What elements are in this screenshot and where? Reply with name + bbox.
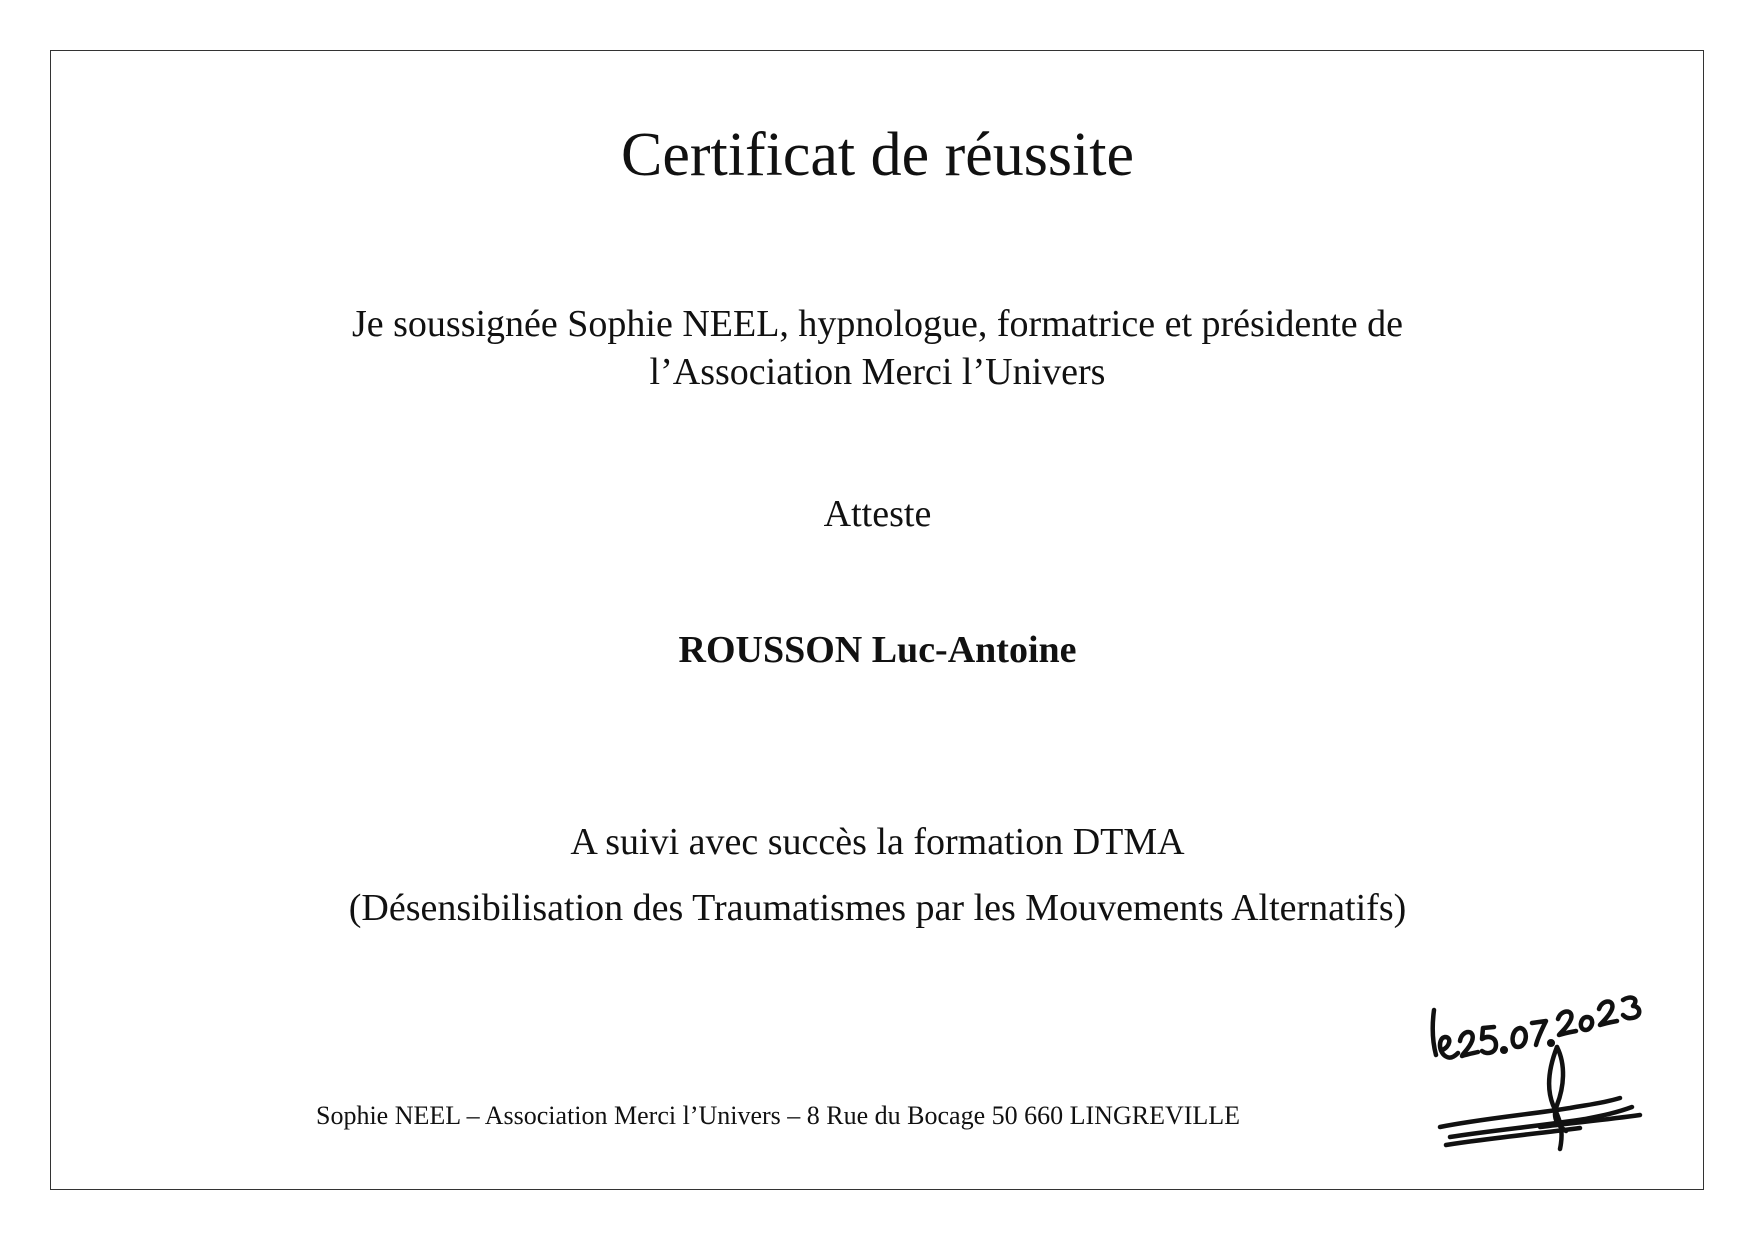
- recipient-name: ROUSSON Luc-Antoine: [678, 629, 1077, 671]
- course-detail: (Désensibilisation des Traumatismes par les Mouvements Alternatifs): [348, 887, 1407, 929]
- footer-address: Sophie NEEL – Association Merci l’Univers – 8 Rue du Bocage 50 660 LINGREVILLE: [316, 1101, 1241, 1130]
- intro-line-1: Je soussignée Sophie NEEL, hypnologue, formatrice et présidente de: [351, 303, 1404, 345]
- intro-text: [0, 300, 1755, 396]
- certificate-title: Certificat de réussite: [620, 121, 1134, 189]
- course-line: A suivi avec succès la formation DTMA: [570, 821, 1185, 863]
- attest-label: Atteste: [823, 493, 932, 535]
- intro-line-2: l’Association Merci l’Univers: [649, 351, 1106, 393]
- handwritten-signature: [1420, 955, 1670, 1165]
